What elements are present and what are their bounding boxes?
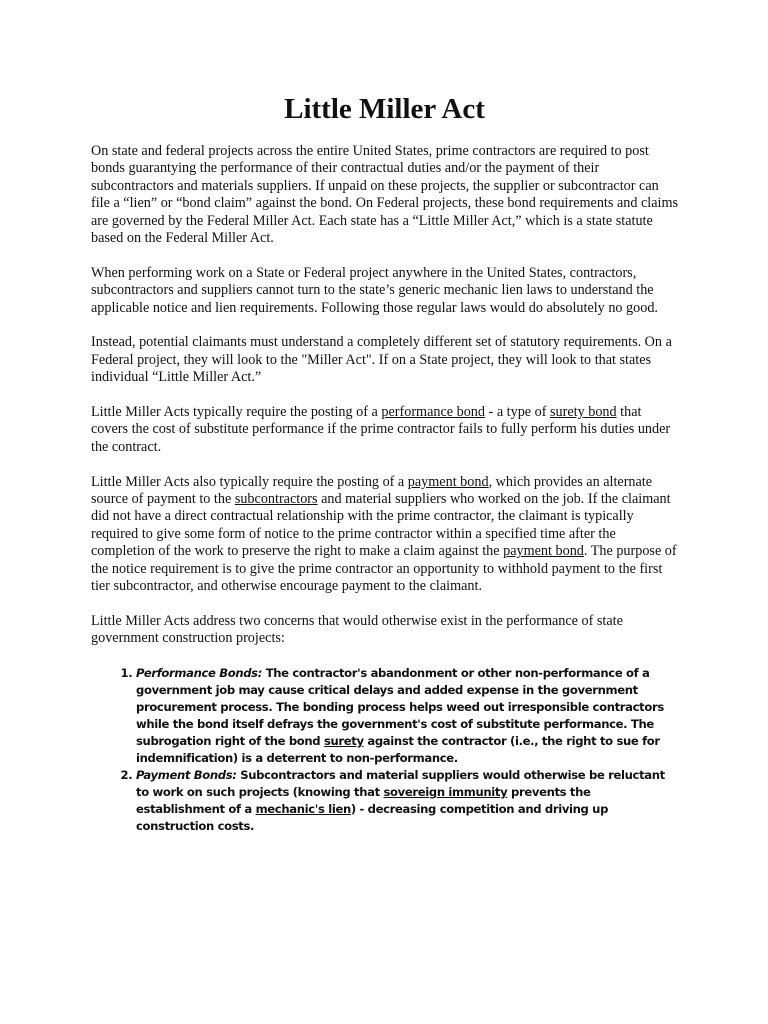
text-segment: prevents the establishment of a: [136, 785, 591, 817]
text-segment: . The purpose of the notice requirement is to give the prime contractor an opportunity to withhold payment to the first tier subcontractor, and otherwise encourage payment to the claimant.: [91, 543, 677, 595]
list-item-lead: Performance Bonds:: [136, 666, 263, 681]
paragraph-statutory-requirements: Instead, potential claimants must understand a completely different set of statutory requirements. On a Federal project, they will look to the "Miller Act". If on a State project, they will look to that states individual “Little Miller Act.”: [91, 334, 672, 386]
paragraph-two-concerns: Little Miller Acts address two concerns that would otherwise exist in the performance of state government construction projects:: [91, 612, 623, 647]
page-title: Little Miller Act: [284, 93, 485, 125]
link-surety-bond[interactable]: surety bond: [550, 404, 617, 421]
link-payment-bond-2[interactable]: payment bond: [503, 543, 584, 560]
text-segment: , which provides an alternate source of payment to the: [91, 473, 653, 508]
text-segment: The contractor's abandonment or other non-performance of a government job may cause critical delays and added expense in the government procurement process. The bonding process helps weed out irresponsible contractors while the bond itself defrays the government's cost of substitute performance. The subrogation right of the bond: [136, 666, 664, 749]
text-segment: - a type of: [485, 404, 551, 421]
text-segment: that covers the cost of substitute performance if the prime contractor fails to fully perform his duties under the contract.: [91, 404, 671, 455]
paragraph-payment-bond: [91, 474, 678, 596]
text-segment: ) - decreasing competition and driving up construction costs.: [136, 802, 609, 834]
paragraph-lien-laws: When performing work on a State or Federal project anywhere in the United States, contractors, subcontractors and suppliers cannot turn to the state’s generic mechanic lien laws to understand the applicable notice and lien requirements. Following those regular laws would do absolutely no good.: [91, 264, 658, 316]
paragraph-performance-bond: [91, 404, 678, 456]
link-surety[interactable]: surety: [323, 734, 364, 749]
text-segment: Little Miller Acts also typically require the posting of a: [91, 473, 408, 490]
text-segment: and material suppliers who worked on the job. If the claimant did not have a direct contractual relationship with the prime contractor, the claimant is typically required to give some form of notice to the prime contractor within a specified time after the completion of the work to preserve the right to make a claim against the: [91, 491, 671, 560]
link-payment-bond[interactable]: payment bond: [407, 473, 489, 490]
list-item-lead: Payment Bonds:: [136, 768, 237, 783]
link-sovereign-immunity[interactable]: sovereign immunity: [383, 785, 508, 800]
link-subcontractors[interactable]: subcontractors: [234, 491, 318, 508]
concerns-list: [91, 665, 678, 835]
text-segment: Subcontractors and material suppliers would otherwise be reluctant to work on such projects (knowing that: [136, 768, 665, 800]
list-item-performance-bonds: [136, 665, 678, 767]
link-mechanics-lien[interactable]: mechanic's lien: [255, 802, 351, 817]
list-item-payment-bonds: [136, 767, 678, 835]
text-segment: against the contractor (i.e., the right to sue for indemnification) is a deterrent to non-performance.: [136, 734, 660, 766]
text-segment: Little Miller Acts typically require the posting of a: [91, 404, 382, 421]
link-performance-bond[interactable]: performance bond: [381, 404, 485, 421]
paragraph-intro: On state and federal projects across the entire United States, prime contractors are required to post bonds guarantying the performance of their contractual duties and/or the payment of their subcontractors and materials suppliers. If unpaid on these projects, the supplier or subcontractor can file a “lien” or “bond claim” against the bond. On Federal projects, these bond requirements and claims are governed by the Federal Miller Act. Each state has a “Little Miller Act,” which is a state statute based on the Federal Miller Act.: [91, 143, 679, 247]
